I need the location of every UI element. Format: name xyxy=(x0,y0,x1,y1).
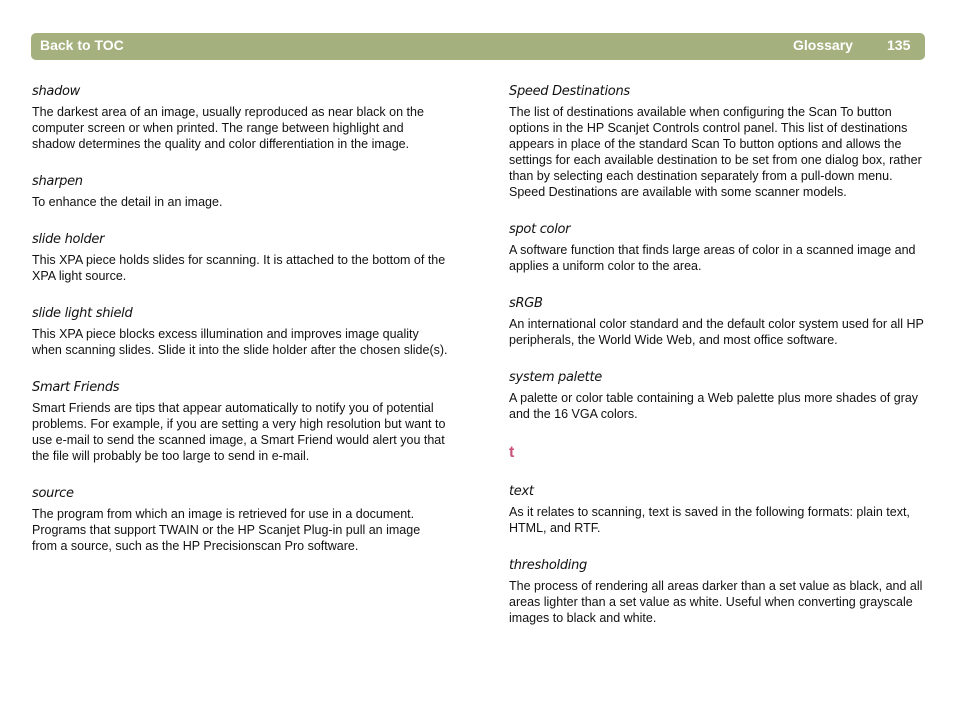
letter-heading: t xyxy=(509,444,515,461)
glossary-definition: To enhance the detail in an image. xyxy=(32,195,223,209)
page-number: 135 xyxy=(887,37,911,53)
glossary-term: Smart Friends xyxy=(32,380,120,395)
glossary-definition: The darkest area of an image, usually reproduced as near black on the computer screen or when printed. The range between highlight and shadow determines the quality and color differentiation in the image. xyxy=(32,105,424,151)
glossary-definition: A software function that finds large areas of color in a scanned image and applies a uniform color to the area. xyxy=(509,243,916,273)
glossary-term: spot color xyxy=(509,222,571,237)
glossary-definition: A palette or color table containing a Web palette plus more shades of gray and the 16 VGA colors. xyxy=(509,391,919,421)
glossary-entry xyxy=(32,306,448,358)
glossary-definition: Smart Friends are tips that appear automatically to notify you of potential problems. For example, if you are setting a very high resolution but want to use e-mail to send the scanned image, a Smart Friend would alert you that the file will probably be too large to send in e-mail. xyxy=(32,401,446,463)
glossary-term: source xyxy=(32,486,74,501)
glossary-definition: The program from which an image is retrieved for use in a document. Programs that support TWAIN or the HP Scanjet Plug-in pull an image from a source, such as the HP Precisionscan Pro software. xyxy=(32,507,421,553)
back-to-toc-link[interactable]: Back to TOC xyxy=(40,37,124,53)
glossary-entry xyxy=(509,84,925,200)
glossary-entry xyxy=(509,370,925,422)
glossary-entry xyxy=(509,222,925,274)
glossary-entry xyxy=(509,296,925,348)
glossary-definition: This XPA piece blocks excess illumination and improves image quality when scanning slides. Slide it into the slide holder after the chosen slide(s). xyxy=(32,327,448,357)
right-column xyxy=(509,84,925,648)
glossary-definition: An international color standard and the default color system used for all HP peripherals, the World Wide Web, and most office software. xyxy=(509,317,924,347)
glossary-term: shadow xyxy=(32,84,81,99)
glossary-term: sharpen xyxy=(32,174,83,189)
glossary-definition: This XPA piece holds slides for scanning. It is attached to the bottom of the XPA light source. xyxy=(32,253,446,283)
glossary-term: system palette xyxy=(509,370,602,385)
glossary-definition: The list of destinations available when configuring the Scan To button options in the HP Scanjet Controls control panel. This list of destinations appears in place of the standard Scan To button options and allows the settings for each available destination to be set from one dialog box, rather than by selecting each destination separately from a pull-down menu. Speed Destinations are available with some scanner models. xyxy=(509,105,922,199)
glossary-term: slide light shield xyxy=(32,306,133,321)
header-bar xyxy=(31,33,925,60)
glossary-entry xyxy=(32,174,448,210)
glossary-entry xyxy=(509,558,925,626)
glossary-term: slide holder xyxy=(32,232,105,247)
glossary-entry xyxy=(32,232,448,284)
left-column xyxy=(32,84,448,576)
glossary-definition: The process of rendering all areas darker than a set value as black, and all areas lighter than a set value as white. Useful when converting grayscale images to black and white. xyxy=(509,579,923,625)
glossary-term: Speed Destinations xyxy=(509,84,630,99)
glossary-entry xyxy=(32,380,448,464)
glossary-term: sRGB xyxy=(509,296,543,311)
glossary-entry xyxy=(32,84,448,152)
glossary-entry xyxy=(32,486,448,554)
glossary-definition: As it relates to scanning, text is saved in the following formats: plain text, HTML, and RTF. xyxy=(509,505,910,535)
section-title: Glossary xyxy=(793,37,853,53)
glossary-entry xyxy=(509,484,925,536)
glossary-term: thresholding xyxy=(509,558,588,573)
glossary-term: text xyxy=(509,484,534,499)
